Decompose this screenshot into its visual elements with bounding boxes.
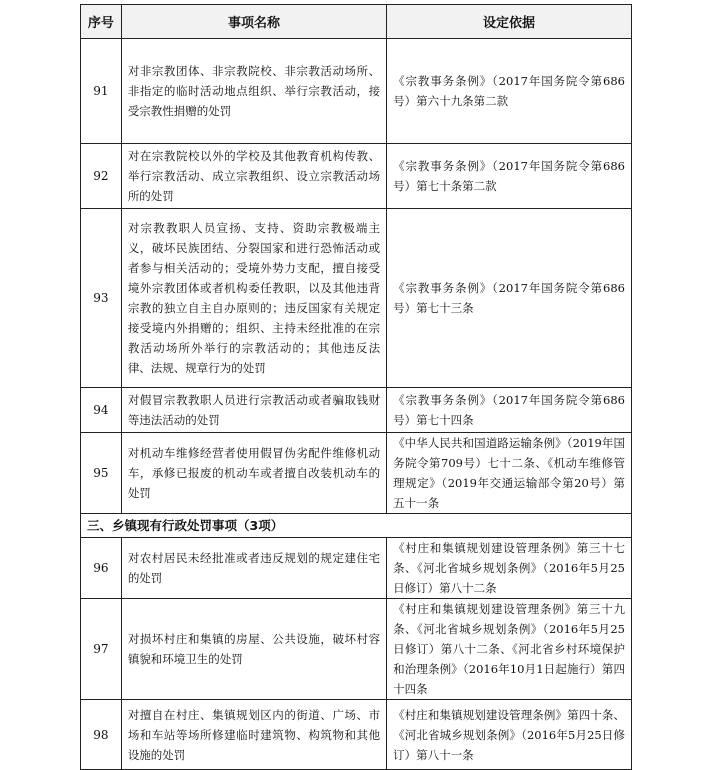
header-legal-basis: 设定依据: [387, 5, 632, 39]
row-item-name: 对擅自在村庄、集镇规划区内的街道、广场、市场和车站等场所修建临时建筑物、构筑物和其他设施的处罚: [121, 700, 386, 770]
section-heading-row: [81, 514, 632, 538]
row-legal-basis: 《宗教事务条例》（2017年国务院令第686号）第七十条第二款: [387, 144, 632, 209]
document-page: [80, 4, 632, 770]
row-item-name: 对农村居民未经批准或者违反规划的规定建住宅的处罚: [121, 538, 386, 599]
penalty-items-table: [80, 4, 632, 770]
row-legal-basis: 《宗教事务条例》（2017年国务院令第686号）第七十四条: [387, 388, 632, 433]
row-number: 94: [81, 388, 122, 433]
row-legal-basis: 《村庄和集镇规划建设管理条例》第四十条、《河北省城乡规划条例》（2016年5月25日修订）第八十一条: [387, 700, 632, 770]
table-row: [81, 538, 632, 599]
row-number: 91: [81, 39, 122, 144]
row-legal-basis: 《宗教事务条例》（2017年国务院令第686号）第六十九条第二款: [387, 39, 632, 144]
table-row: [81, 599, 632, 700]
row-number: 95: [81, 433, 122, 514]
row-legal-basis: 《村庄和集镇规划建设管理条例》第三十九条、《河北省城乡规划条例》（2016年5月25日修订）第八十二条、《河北省乡村环境保护和治理条例》（2016年10月1日起施行）第四十四条: [387, 599, 632, 700]
row-item-name: 对在宗教院校以外的学校及其他教育机构传教、举行宗教活动、成立宗教组织、设立宗教活动场所的处罚: [121, 144, 386, 209]
header-item-name: 事项名称: [121, 5, 386, 39]
row-number: 93: [81, 209, 122, 388]
table-row: [81, 209, 632, 388]
section-title: 三、乡镇现有行政处罚事项（3项）: [81, 514, 632, 538]
row-legal-basis: 《中华人民共和国道路运输条例》（2019年国务院令第709号）七十二条、《机动车维修管理规定》（2019年交通运输部令第20号）第五十一条: [387, 433, 632, 514]
row-item-name: 对损坏村庄和集镇的房屋、公共设施，破坏村容镇貌和环境卫生的处罚: [121, 599, 386, 700]
row-number: 98: [81, 700, 122, 770]
row-number: 92: [81, 144, 122, 209]
row-number: 97: [81, 599, 122, 700]
row-item-name: 对宗教教职人员宣扬、支持、资助宗教极端主义，破坏民族团结、分裂国家和进行恐怖活动或者参与相关活动的；受境外势力支配，擅自接受境外宗教团体或者机构委任教职，以及其他违背宗教的独立自主自办原则的；违反国家有关规定接受境内外捐赠的；组织、主持未经批准的在宗教活动场所外举行的宗教活动的；其他违反法律、法规、规章行为的处罚: [121, 209, 386, 388]
table-row: [81, 433, 632, 514]
table-row: [81, 388, 632, 433]
row-legal-basis: 《宗教事务条例》（2017年国务院令第686号）第七十三条: [387, 209, 632, 388]
row-legal-basis: 《村庄和集镇规划建设管理条例》第三十七条、《河北省城乡规划条例》（2016年5月25日修订）第八十二条: [387, 538, 632, 599]
row-item-name: 对假冒宗教教职人员进行宗教活动或者骗取钱财等违法活动的处罚: [121, 388, 386, 433]
table-row: [81, 39, 632, 144]
row-item-name: 对机动车维修经营者使用假冒伪劣配件维修机动车，承修已报废的机动车或者擅自改装机动车的处罚: [121, 433, 386, 514]
table-row: [81, 700, 632, 770]
row-number: 96: [81, 538, 122, 599]
table-header-row: [81, 5, 632, 39]
header-serial-number: 序号: [81, 5, 122, 39]
row-item-name: 对非宗教团体、非宗教院校、非宗教活动场所、非指定的临时活动地点组织、举行宗教活动，接受宗教性捐赠的处罚: [121, 39, 386, 144]
table-row: [81, 144, 632, 209]
